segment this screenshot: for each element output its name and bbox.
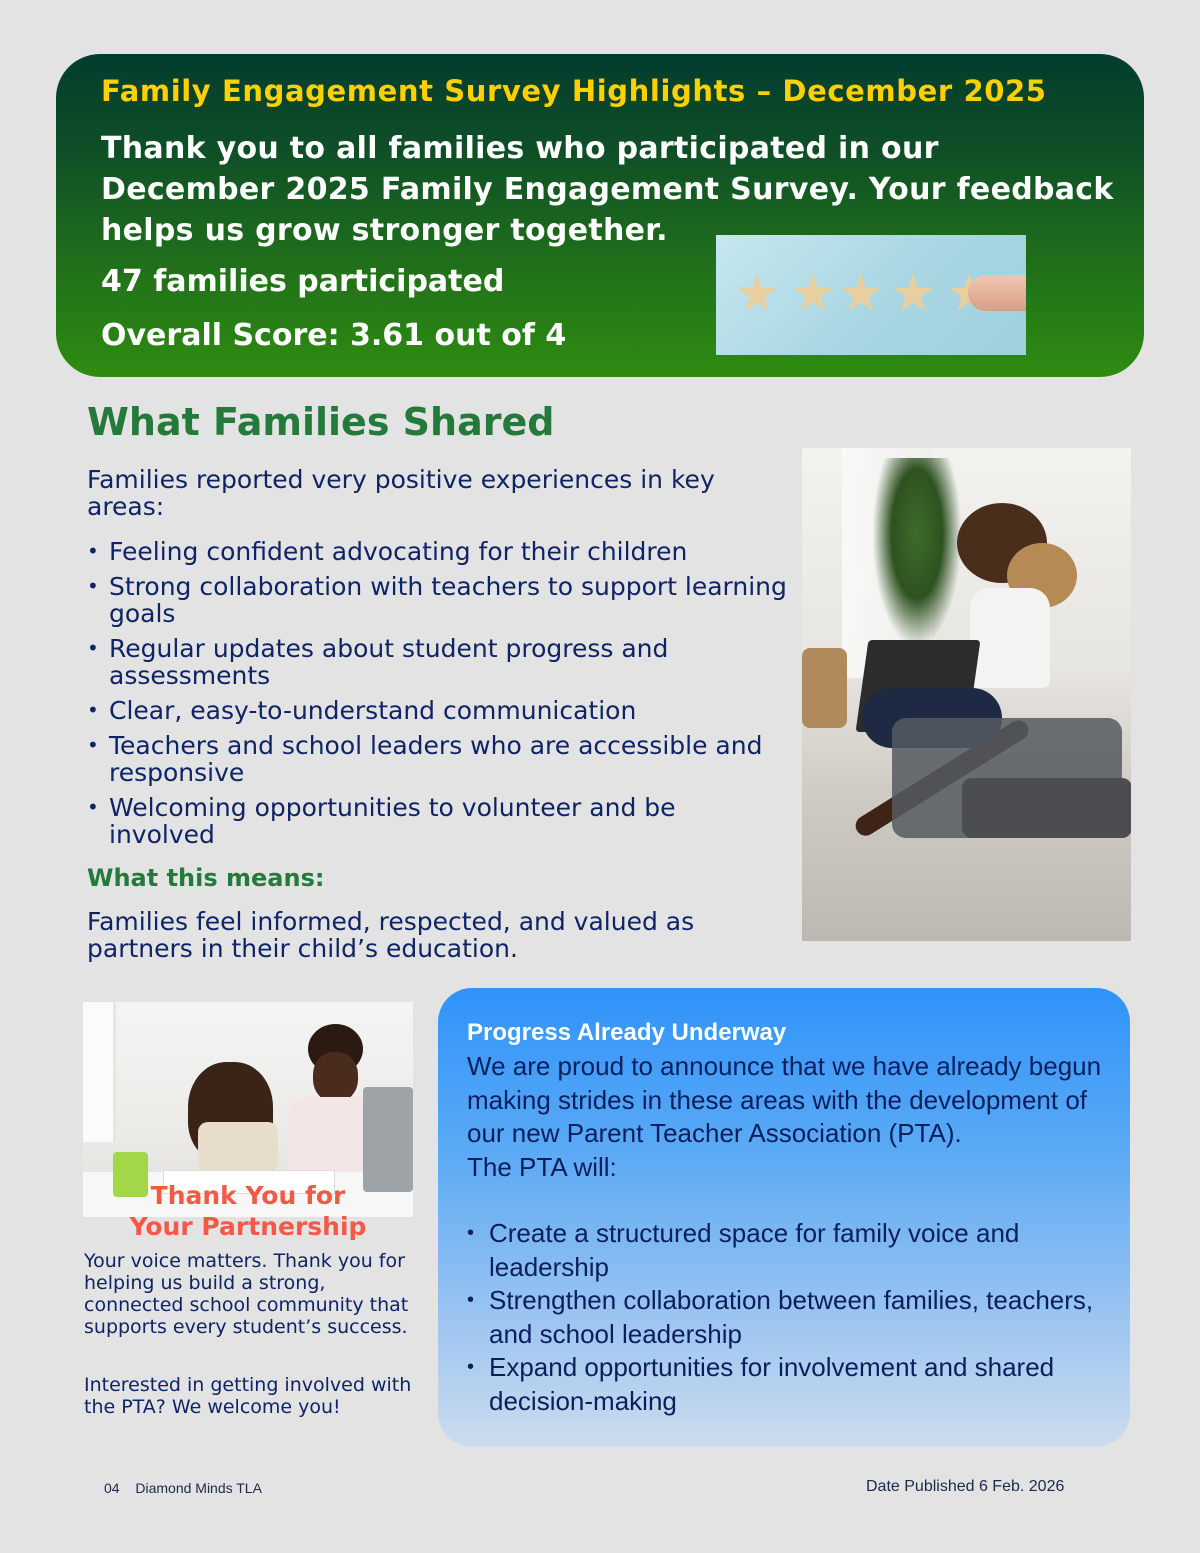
what-this-means-text: Families feel informed, respected, and valued as partners in their child’s education. <box>87 907 695 963</box>
star-icon <box>892 273 934 315</box>
pta-invite-text: Interested in getting involved with the PTA? We welcome you! <box>84 1374 412 1418</box>
what-this-means-label: What this means: <box>87 864 325 892</box>
list-item: • Create a structured space for family voice and leadership <box>467 1217 1117 1284</box>
date-published: Date Published 6 Feb. 2026 <box>866 1478 1065 1495</box>
star-icon <box>736 273 778 315</box>
shared-list <box>87 538 787 856</box>
thank-you-text: Your voice matters. Thank you for helping us build a strong, connected school community that supports every student’s success. <box>84 1250 409 1338</box>
page-number: 04 <box>104 1480 120 1496</box>
star-icon <box>840 273 882 315</box>
list-item: • Welcoming opportunities to volunteer and be involved <box>87 794 787 848</box>
progress-text <box>467 1050 1117 1184</box>
shared-intro: Families reported very positive experiences in key areas: <box>87 465 715 521</box>
list-item: • Expand opportunities for involvement and shared decision-making <box>467 1351 1117 1418</box>
stars-rating-image <box>716 235 1026 355</box>
thank-you-message: Thank you to all families who participated in our December 2025 Family Engagement Survey. Your feedback helps us grow stronger together. <box>101 131 1114 248</box>
progress-description: We are proud to announce that we have already begun making strides in these areas with the development of our new Parent Teacher Association (PTA). <box>467 1051 1102 1148</box>
progress-lead: The PTA will: <box>467 1151 617 1182</box>
list-item: • Clear, easy-to-understand communication <box>87 697 787 724</box>
family-laptop-photo <box>802 448 1131 941</box>
list-item: • Strong collaboration with teachers to support learning goals <box>87 573 787 627</box>
thank-you-heading-line1: Thank You for <box>150 1181 346 1210</box>
list-item: • Feeling confident advocating for their children <box>87 538 787 565</box>
thank-you-heading <box>83 1180 413 1242</box>
participation-count: 47 families participated <box>101 264 505 299</box>
pta-goals-list <box>467 1217 1117 1418</box>
overall-score: Overall Score: 3.61 out of 4 <box>101 318 567 353</box>
thank-you-heading-line2: Your Partnership <box>129 1212 367 1241</box>
star-icon <box>792 273 834 315</box>
footer-page-info <box>104 1480 262 1496</box>
newsletter-title: Family Engagement Survey Highlights – December 2025 <box>101 74 1047 108</box>
list-item: • Strengthen collaboration between families, teachers, and school leadership <box>467 1284 1117 1351</box>
organization-name: Diamond Minds TLA <box>135 1480 262 1496</box>
list-item: • Regular updates about student progress and assessments <box>87 635 787 689</box>
list-item: • Teachers and school leaders who are accessible and responsive <box>87 732 787 786</box>
progress-title: Progress Already Underway <box>467 1019 787 1046</box>
section-title-what-families-shared: What Families Shared <box>87 400 555 444</box>
finger-graphic <box>968 275 1026 311</box>
